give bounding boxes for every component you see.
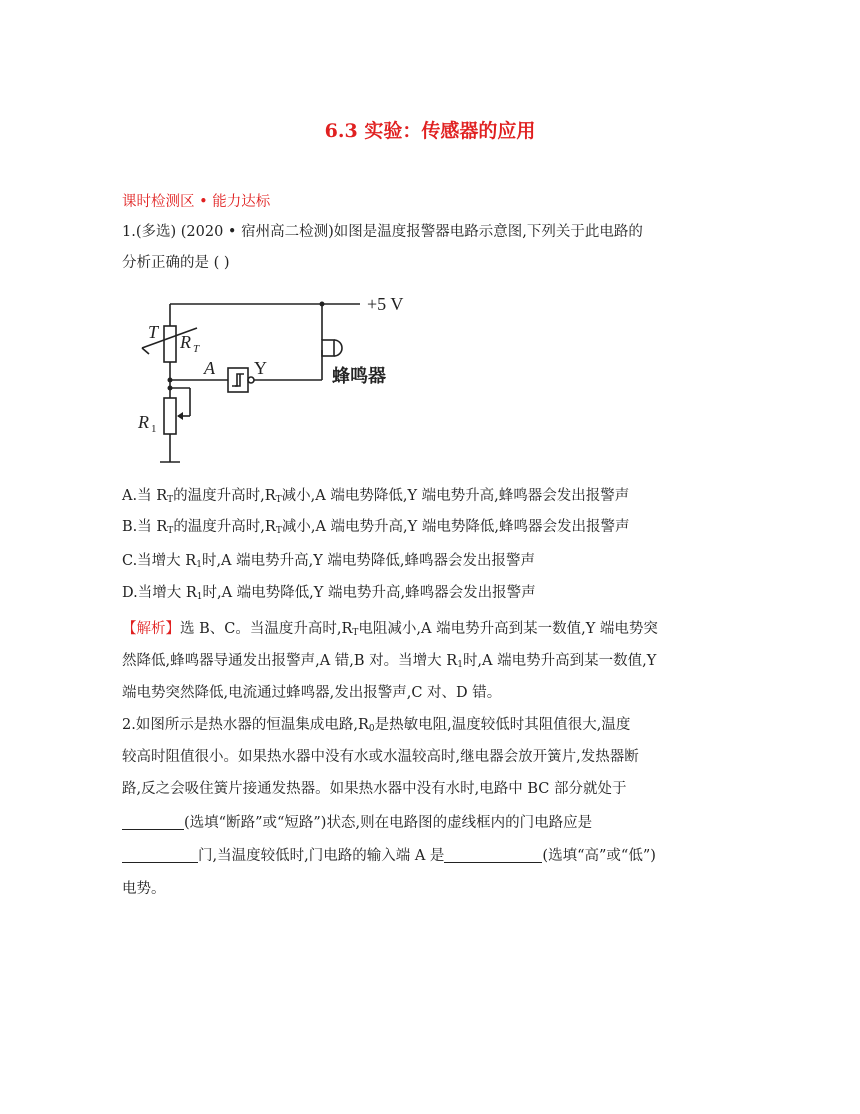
option-c-sub: 1 — [196, 560, 202, 570]
q2-line3: 路,反之会吸住簧片接通发热器。如果热水器中没有水时,电路中 BC 部分就处于 — [122, 781, 627, 797]
q2-line5 — [122, 841, 752, 872]
buzzer-label: 蜂鸣器 — [332, 366, 386, 387]
q1-stem-line1: 1.(多选) (2020 • 宿州高二检测)如图是温度报警器电路示意图,下列关于此电路的 — [122, 224, 643, 240]
q1-analysis-line2 — [122, 646, 752, 681]
option-d-text-2: 时,A 端电势降低,Y 端电势升高,蜂鸣器会发出报警声 — [202, 585, 536, 601]
temperature-alarm-circuit-diagram — [122, 290, 422, 470]
option-c-text-1: C.当增大 R — [122, 553, 197, 569]
option-d-text-1: D.当增大 R — [122, 585, 197, 601]
q1-analysis-line3: 端电势突然降低,电流通过蜂鸣器,发出报警声,C 对、D 错。 — [122, 685, 502, 701]
q2-line2: 较高时阻值很小。如果热水器中没有水或水温较高时,继电器会放开簧片,发热器断 — [122, 749, 639, 765]
analysis-l1-text-2: 电阻减小,A 端电势升高到某一数值,Y 端电势突 — [358, 621, 658, 637]
analysis-l2-text-1: 然降低,蜂鸣器导通发出报警声,A 错,B 对。当增大 R — [122, 653, 458, 669]
option-a-text-3: 减小,A 端电势降低,Y 端电势升高,蜂鸣器会发出报警声 — [281, 488, 630, 504]
y-label: Y — [254, 358, 267, 378]
analysis-l2-text-2: 时,A 端电势升高到某一数值,Y — [462, 653, 657, 669]
q2-l1-text-1: 2.如图所示是热水器的恒温集成电路,R — [122, 717, 369, 733]
option-a-text-1: A.当 R — [122, 488, 168, 504]
option-c-text-2: 时,A 端电势升高,Y 端电势降低,蜂鸣器会发出报警声 — [201, 553, 536, 569]
option-b-text-3: 减小,A 端电势升高,Y 端电势降低,蜂鸣器会发出报警声 — [281, 519, 630, 535]
q2-l5-text-1: 门,当温度较低时,门电路的输入端 A 是 — [198, 848, 445, 864]
analysis-tag: 【解析】 — [122, 621, 180, 637]
option-a-text-2: 的温度升高时,R — [173, 488, 276, 504]
q2-l1-sub: 0 — [368, 724, 375, 734]
q2-line6: 电势。 — [122, 881, 166, 897]
q1-option-b — [122, 512, 752, 547]
option-a-sub-2: T — [275, 495, 282, 505]
answer-blank-1[interactable] — [122, 811, 184, 830]
q2-line1 — [122, 710, 752, 745]
option-b-sub-1: T — [167, 526, 174, 536]
option-b-text-2: 的温度升高时,R — [173, 519, 276, 535]
section-header: 课时检测区 • 能力达标 — [122, 194, 271, 210]
q2-l5-text-2: (选填“高”或“低”) — [542, 848, 656, 864]
answer-blank-2[interactable] — [122, 844, 198, 863]
q1-option-d — [122, 578, 752, 613]
q2-l4-text: (选填“断路”或“短路”)状态,则在电路图的虚线框内的门电路应是 — [184, 815, 593, 831]
voltage-label: +5 V — [367, 294, 404, 314]
q1-stem-line2: 分析正确的是 ( ) — [122, 255, 230, 271]
analysis-l2-sub: 1 — [457, 660, 463, 670]
q1-option-a — [122, 481, 752, 516]
t-label: T — [148, 322, 159, 342]
r1-label: R — [138, 412, 149, 432]
option-a-sub-1: T — [167, 495, 174, 505]
option-b-text-1: B.当 R — [122, 519, 168, 535]
q2-l1-text-2: 是热敏电阻,温度较低时其阻值很大,温度 — [374, 717, 631, 733]
a-label: A — [204, 358, 215, 378]
option-b-sub-2: T — [275, 526, 282, 536]
option-d-sub: 1 — [196, 592, 203, 602]
analysis-l1-sub: T — [352, 628, 359, 638]
q2-line4 — [122, 808, 752, 839]
rt-subscript: T — [193, 343, 200, 355]
q1-option-c — [122, 546, 752, 581]
answer-blank-3[interactable] — [444, 844, 542, 863]
page-title: 6.3 实验：传感器的应用 — [324, 120, 536, 142]
analysis-l1-text-1: 选 B、C。当温度升高时,R — [180, 621, 353, 637]
q1-analysis-line1 — [122, 614, 752, 649]
r1-subscript: 1 — [151, 423, 157, 435]
rt-label: R — [180, 332, 191, 352]
